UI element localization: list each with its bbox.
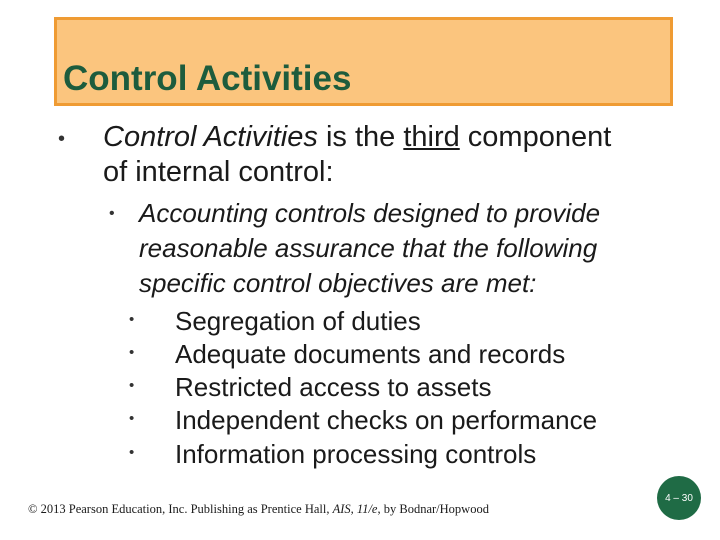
bullet-level3: • (129, 410, 135, 427)
point1-line1 (103, 121, 611, 154)
point2-line3: specific control objectives are met: (139, 268, 537, 298)
footer-book: AIS, 11/e (332, 502, 378, 516)
point1-text-a: is the (317, 121, 404, 153)
page-number-badge: 4 – 30 (657, 476, 701, 520)
point1-line2: of internal control: (103, 156, 334, 188)
objective-item: Information processing controls (175, 439, 537, 469)
point1-emphasis: third (403, 121, 460, 153)
bullet-level3: • (129, 344, 135, 361)
point2-line2: reasonable assurance that the following (139, 233, 598, 263)
point1-text-b: component (459, 121, 612, 153)
bullet-level2: • (109, 205, 115, 222)
bullet-level1: • (58, 128, 66, 150)
bullet-level3: • (129, 311, 135, 328)
copyright-footer (28, 502, 489, 517)
footer-prefix: © 2013 Pearson Education, Inc. Publishing as Prentice Hall, (28, 502, 333, 516)
bullet-level3: • (129, 377, 135, 394)
objective-item: Adequate documents and records (175, 339, 566, 369)
point2-line1: Accounting controls designed to provide (139, 198, 601, 228)
title-banner (54, 17, 673, 106)
bullet-level3: • (129, 444, 135, 461)
objective-item: Restricted access to assets (175, 372, 492, 402)
footer-suffix: , by Bodnar/Hopwood (377, 502, 489, 516)
objective-item: Independent checks on performance (175, 405, 598, 435)
objective-item: Segregation of duties (175, 306, 421, 336)
slide-title: Control Activities (63, 59, 352, 98)
point1-term: Control Activities (103, 121, 318, 153)
